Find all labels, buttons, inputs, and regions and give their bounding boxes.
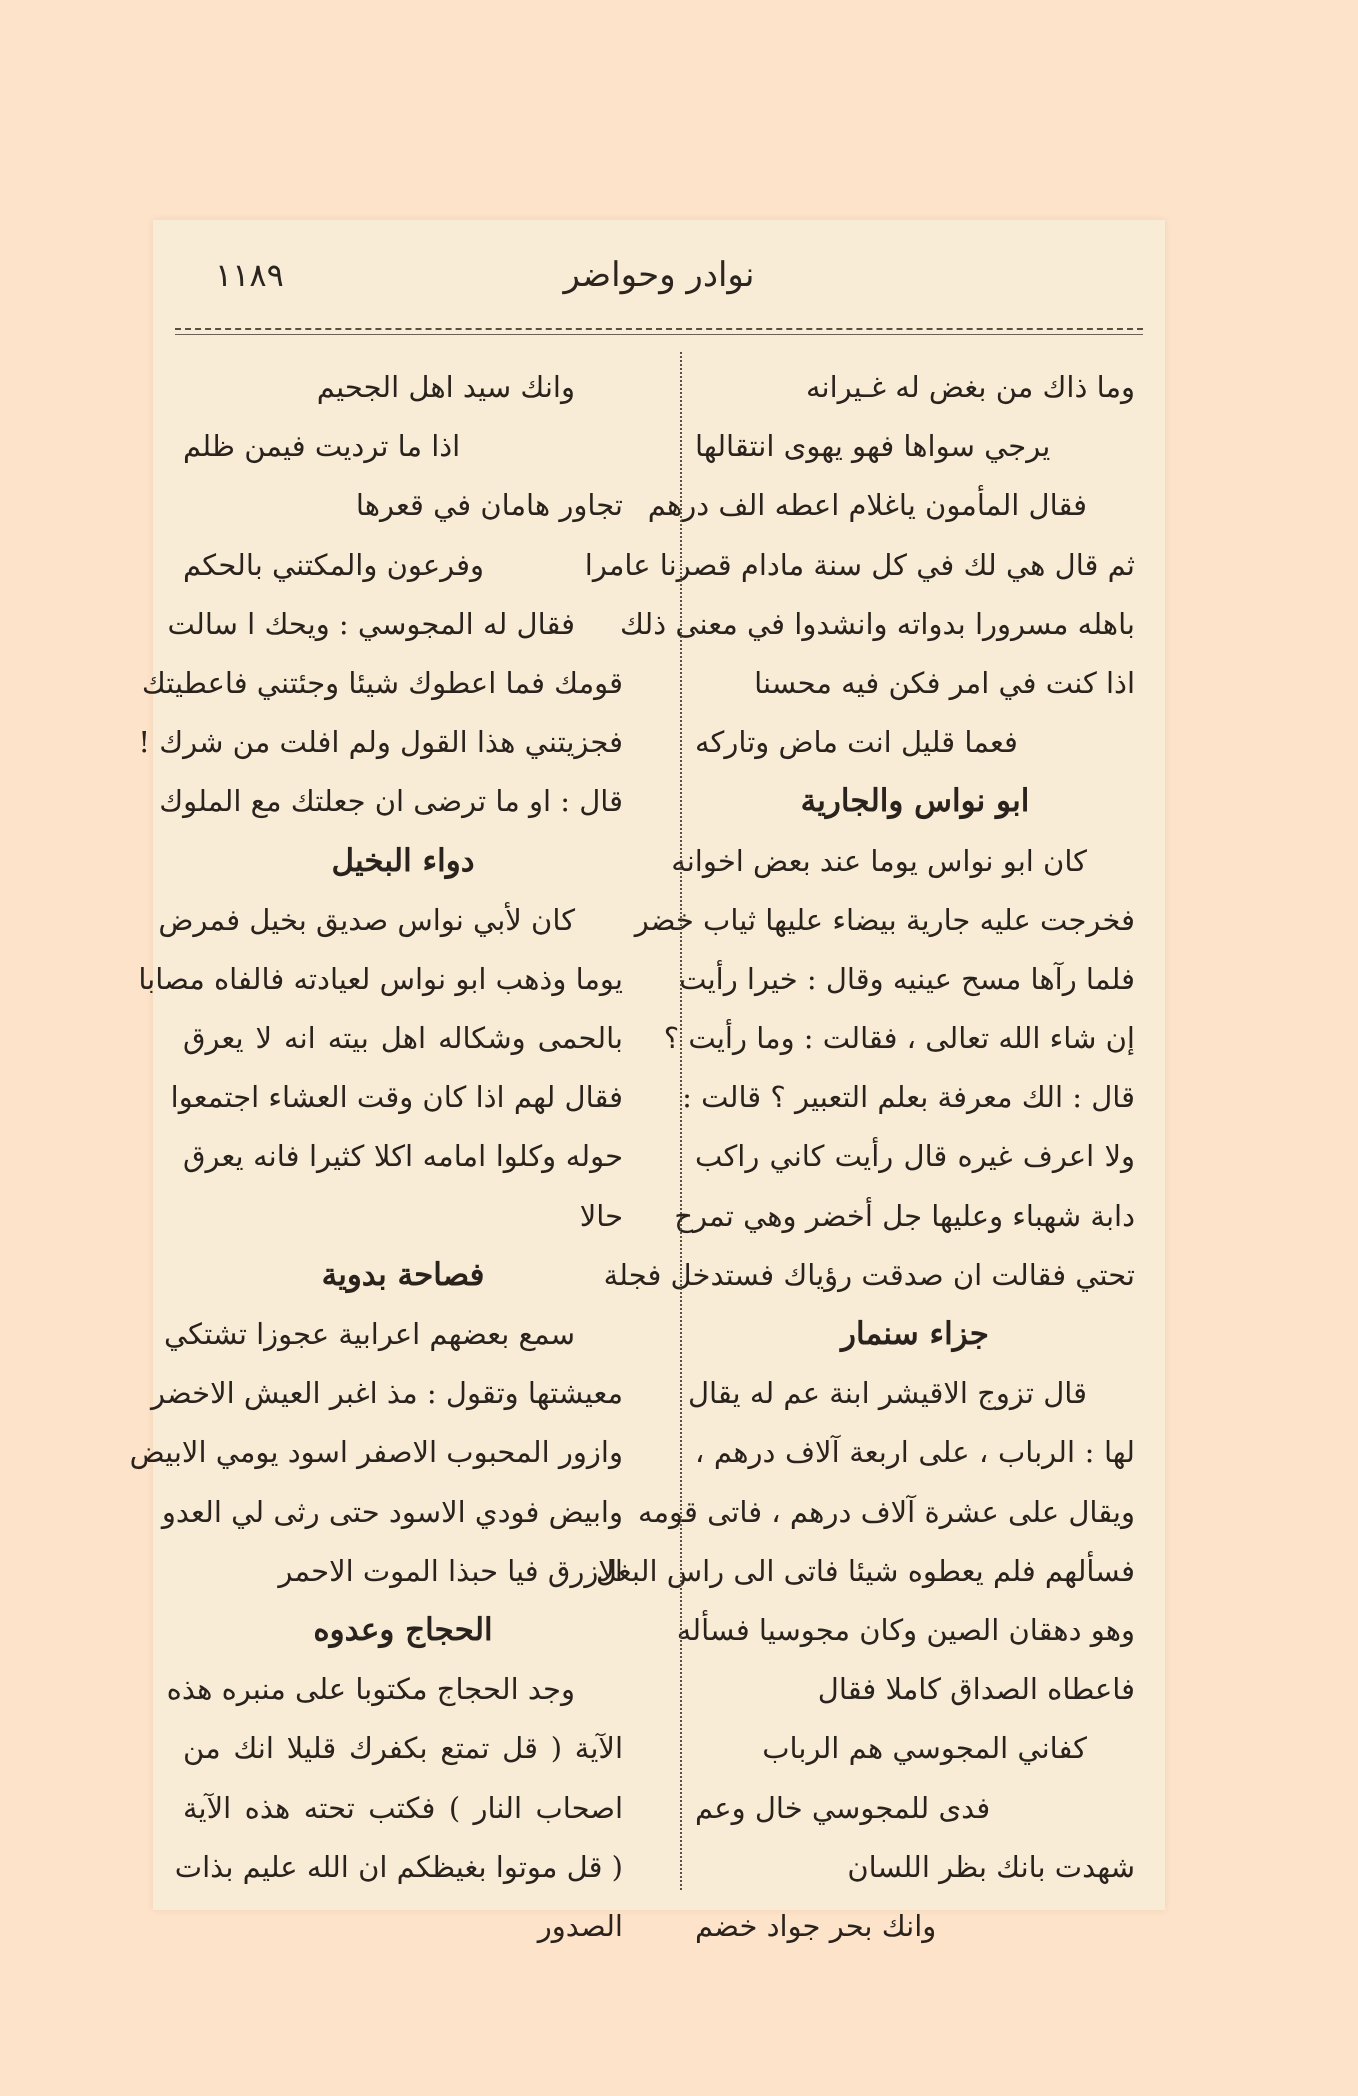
page-number: ١١٨٩ xyxy=(215,256,284,294)
text-line: شهدت بانك بظر اللسان xyxy=(847,1849,1135,1884)
text-line: ولا اعرف غيره قال رأيت كاني راكب xyxy=(695,1139,1135,1174)
text-line: فجزيتني هذا القول ولم افلت من شرك ! xyxy=(138,725,623,760)
book-page xyxy=(129,220,1165,1943)
text-line: وانك سيد اهل الجحيم xyxy=(316,370,575,404)
text-line: الصدور xyxy=(537,1908,623,1943)
text-line: لها : الرباب ، على اربعة آلاف درهم ، xyxy=(695,1435,1135,1470)
text-line: فخرجت عليه جارية بيضاء عليها ثياب خضر xyxy=(634,902,1135,937)
text-line: اصحاب النار ) فكتب تحته هذه الآية xyxy=(183,1790,623,1825)
text-line: وازور المحبوب الاصفر اسود يومي الابيض xyxy=(129,1435,623,1470)
section-heading: جزاء سنمار xyxy=(841,1316,989,1352)
text-line: قال : الك معرفة بعلم التعبير ؟ قالت : xyxy=(682,1080,1135,1115)
text-line: الازرق فيا حبذا الموت الاحمر xyxy=(278,1553,623,1588)
text-line: قومك فما اعطوك شيئا وجئتني فاعطيتك xyxy=(141,665,623,700)
text-line: وما ذاك من بغض له غـيرانه xyxy=(805,370,1135,404)
text-line: حوله وكلوا امامه اكلا كثيرا فانه يعرق xyxy=(183,1139,623,1174)
text-line: كان ابو نواس يوما عند بعض اخوانه xyxy=(671,843,1087,878)
text-line: اذا كنت في امر فكن فيه محسنا xyxy=(754,665,1135,700)
text-line: قال تزوج الاقيشر ابنة عم له يقال xyxy=(687,1376,1087,1411)
text-line: إن شاء الله تعالى ، فقالت : وما رأيت ؟ xyxy=(663,1021,1135,1056)
text-line: الآية ( قل تمتع بكفرك قليلا انك من xyxy=(183,1731,623,1766)
text-line: بالحمى وشكاله اهل بيته انه لا يعرق xyxy=(183,1021,623,1056)
header-rule xyxy=(175,328,1143,330)
text-line: فقال له المجوسي : ويحك ا سالت xyxy=(167,606,575,641)
text-line: ( قل موتوا بغيظكم ان الله عليم بذات xyxy=(174,1849,623,1884)
text-line: وانك بحر جواد خضم xyxy=(695,1908,937,1943)
text-line: حالا xyxy=(579,1198,623,1233)
text-line: فسألهم فلم يعطوه شيئا فاتى الى راس البغل xyxy=(595,1553,1135,1588)
text-line: يوما وذهب ابو نواس لعيادته فالفاه مصابا xyxy=(138,961,623,996)
text-line: وهو دهقان الصين وكان مجوسيا فسأله xyxy=(676,1612,1135,1647)
text-line: ويقال على عشرة آلاف درهم ، فاتى قومه xyxy=(637,1494,1135,1529)
text-line: تجاور هامان في قعرها xyxy=(355,488,623,523)
running-title: نوادر وحواضر xyxy=(563,255,755,295)
text-line: سمع بعضهم اعرابية عجوزا تشتكي xyxy=(164,1317,575,1351)
text-line: وابيض فودي الاسود حتى رثى لي العدو xyxy=(161,1494,623,1529)
text-line: فاعطاه الصداق كاملا فقال xyxy=(817,1672,1135,1707)
text-line: دابة شهباء وعليها جل أخضر وهي تمرح xyxy=(674,1198,1135,1233)
page-header xyxy=(153,250,1165,300)
text-line: كفاني المجوسي هم الرباب xyxy=(762,1731,1087,1766)
text-line: وجد الحجاج مكتوبا على منبره هذه xyxy=(166,1672,575,1707)
left-column xyxy=(129,358,623,1956)
text-line: فقال لهم اذا كان وقت العشاء اجتمعوا xyxy=(170,1080,623,1115)
text-line: فعما قليل انت ماض وتاركه xyxy=(695,725,1018,760)
text-line: فلما رآها مسح عينيه وقال : خيرا رأيت xyxy=(679,961,1135,996)
text-line: معيشتها وتقول : مذ اغبر العيش الاخضر xyxy=(151,1376,623,1411)
text-line: فدى للمجوسي خال وعم xyxy=(695,1790,991,1825)
section-heading: ابو نواس والجارية xyxy=(800,783,1030,820)
section-heading: دواء البخيل xyxy=(331,842,475,879)
text-line: باهله مسرورا بدواته وانشدوا في معنى ذلك xyxy=(619,606,1135,641)
text-line: وفرعون والمكتني بالحكم xyxy=(183,547,485,582)
column-divider xyxy=(680,352,682,1890)
text-line: كان لأبي نواس صديق بخيل فمرض xyxy=(158,902,575,937)
text-line: ثم قال هي لك في كل سنة مادام قصرنا عامرا xyxy=(584,547,1135,582)
text-line: يرجي سواها فهو يهوى انتقالها xyxy=(695,429,1051,464)
section-heading: فصاحة بدوية xyxy=(321,1256,485,1293)
text-line: اذا ما ترديت فيمن ظلم xyxy=(183,429,461,464)
text-line: فقال المأمون ياغلام اعطه الف درهم xyxy=(647,488,1087,523)
section-heading: الحجاج وعدوه xyxy=(313,1611,493,1648)
text-line: تحتي فقالت ان صدقت رؤياك فستدخل فجلة xyxy=(603,1257,1135,1292)
text-line: قال : او ما ترضى ان جعلتك مع الملوك xyxy=(159,784,623,819)
header-rule-underline xyxy=(175,334,1143,335)
